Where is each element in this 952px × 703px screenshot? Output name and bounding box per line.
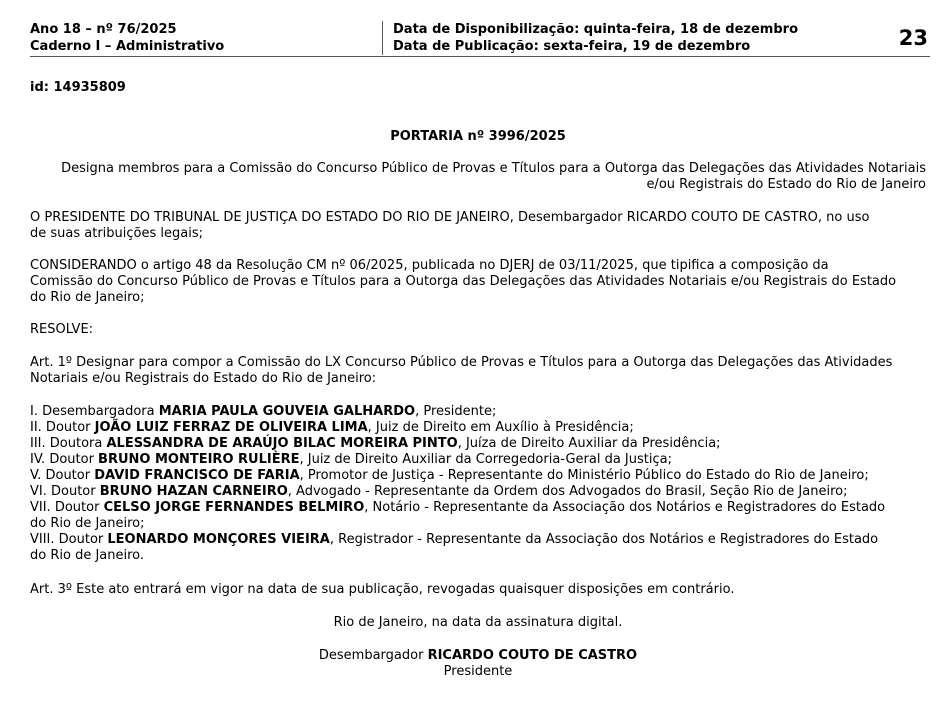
member-role: , Advogado - Representante da Ordem dos Advogados do Brasil, Seção Rio de Janeiro; <box>287 484 848 499</box>
header-edition-block <box>30 21 383 55</box>
member-title: III. Doutora <box>30 436 107 451</box>
considerando-line: CONSIDERANDO o artigo 48 da Resolução CM nº 06/2025, publicada no DJERJ de 03/11/2025, que tipifica a composição da <box>30 258 829 273</box>
signature-block <box>30 648 926 680</box>
signature-role: Presidente <box>443 664 513 679</box>
member-item-continuation: do Rio de Janeiro; <box>30 516 145 531</box>
member-title: IV. Doutor <box>30 452 99 467</box>
member-role: , Promotor de Justiça - Representante do Ministério Público do Estado do Rio de Janeiro; <box>299 468 869 483</box>
member-item <box>30 404 926 420</box>
document-summary <box>30 161 926 193</box>
edition-label: Ano 18 – nº 76/2025 <box>30 22 177 37</box>
header-dates-block <box>393 21 798 55</box>
member-title: VII. Doutor <box>30 500 104 515</box>
summary-line: e/ou Registrais do Estado do Rio de Janeiro <box>646 177 926 192</box>
member-title: I. Desembargadora <box>30 404 159 419</box>
summary-line: Designa membros para a Comissão do Concurso Público de Provas e Títulos para a Outorga das Delegações das Atividades Notariais <box>61 161 926 176</box>
member-title: VI. Doutor <box>30 484 100 499</box>
member-role: , Notário - Representante da Associação dos Notários e Registradores do Estado <box>364 500 886 515</box>
article-1 <box>30 355 926 387</box>
member-title: VIII. Doutor <box>30 532 108 547</box>
member-role: , Juiz de Direito Auxiliar da Corregedoria-Geral da Justiça; <box>299 452 672 467</box>
publication-date: Data de Publicação: sexta-feira, 19 de dezembro <box>393 39 751 54</box>
section-label: Caderno I – Administrativo <box>30 39 225 54</box>
member-name: DAVID FRANCISCO DE FARIA <box>94 468 300 483</box>
member-item <box>30 436 926 452</box>
member-item <box>30 468 926 484</box>
member-item <box>30 420 926 436</box>
member-item <box>30 452 926 468</box>
members-list <box>30 404 926 564</box>
page-header <box>30 21 930 57</box>
availability-date: Data de Disponibilização: quinta-feira, 18 de dezembro <box>393 22 798 37</box>
member-item <box>30 532 926 548</box>
considerando-line: do Rio de Janeiro; <box>30 290 145 305</box>
preamble-line: de suas atribuições legais; <box>30 226 203 241</box>
considerando-paragraph <box>30 258 926 306</box>
signature-title: Desembargador <box>318 648 428 663</box>
considerando-line: Comissão do Concurso Público de Provas e Títulos para a Outorga das Delegações das Atividades Notariais e/ou Registrais do Estado <box>30 274 897 289</box>
member-item <box>30 500 926 516</box>
member-item <box>30 484 926 500</box>
signature-line <box>30 648 926 664</box>
member-role: , Juiz de Direito em Auxílio à Presidência; <box>367 420 634 435</box>
preamble-line: O PRESIDENTE DO TRIBUNAL DE JUSTIÇA DO ESTADO DO RIO DE JANEIRO, Desembargador RICARDO COUTO DE CASTRO, no uso <box>30 210 870 225</box>
member-role: , Juíza de Direito Auxiliar da Presidência; <box>457 436 721 451</box>
member-role: , Registrador - Representante da Associação dos Notários e Registradores do Estado <box>329 532 879 547</box>
article-1-line: Notariais e/ou Registrais do Estado do Rio de Janeiro: <box>30 371 377 386</box>
member-title: V. Doutor <box>30 468 95 483</box>
member-role: , Presidente; <box>415 404 497 419</box>
member-name: BRUNO HAZAN CARNEIRO <box>99 484 288 499</box>
member-name: CELSO JORGE FERNANDES BELMIRO <box>103 500 365 515</box>
document-title: PORTARIA nº 3996/2025 <box>390 129 566 144</box>
article-3: Art. 3º Este ato entrará em vigor na data de sua publicação, revogadas quaisquer disposições em contrário. <box>30 582 735 597</box>
member-name: BRUNO MONTEIRO RULIÈRE <box>98 452 300 467</box>
member-name: ALESSANDRA DE ARAÚJO BILAC MOREIRA PINTO <box>106 436 458 451</box>
article-1-line: Art. 1º Designar para compor a Comissão do LX Concurso Público de Provas e Títulos para a Outorga das Delegações das Atividades <box>30 355 893 370</box>
member-name: LEONARDO MONÇORES VIEIRA <box>107 532 330 547</box>
member-title: II. Doutor <box>30 420 95 435</box>
member-name: JOÃO LUIZ FERRAZ DE OLIVEIRA LIMA <box>94 420 368 435</box>
place-date: Rio de Janeiro, na data da assinatura digital. <box>333 615 623 630</box>
page-number: 23 <box>898 26 928 50</box>
member-name: MARIA PAULA GOUVEIA GALHARDO <box>158 404 416 419</box>
preamble-paragraph <box>30 210 926 242</box>
member-item-continuation: do Rio de Janeiro. <box>30 548 145 563</box>
signature-name: RICARDO COUTO DE CASTRO <box>427 648 638 663</box>
resolve-label: RESOLVE: <box>30 322 94 337</box>
document-id: id: 14935809 <box>30 80 126 95</box>
